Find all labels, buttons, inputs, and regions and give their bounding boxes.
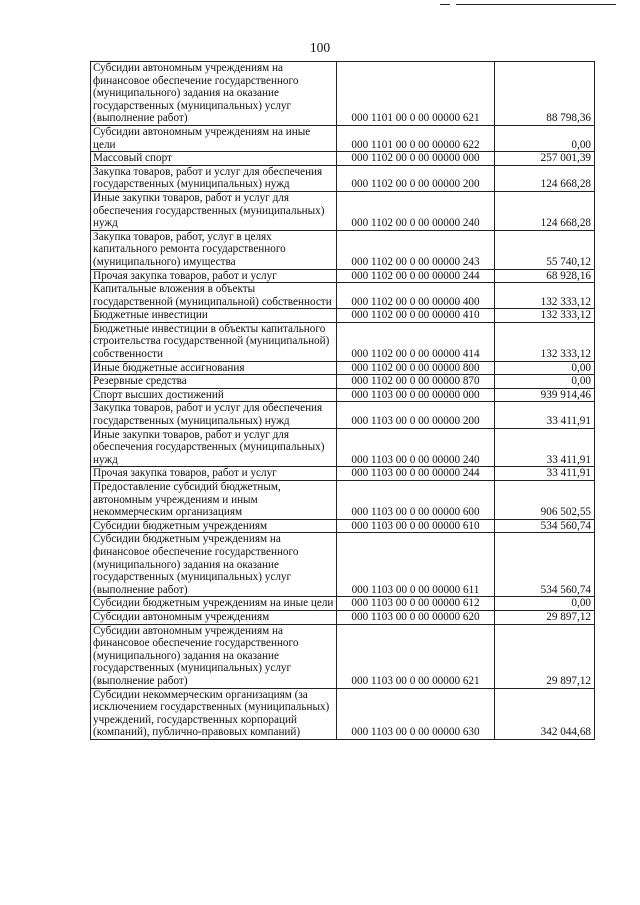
row-sum-cell: 0,00 (495, 597, 595, 611)
budget-table-body (91, 62, 595, 740)
row-code-cell: 000 1102 00 0 00 00000 410 (337, 309, 495, 323)
row-code-cell: 000 1102 00 0 00 00000 240 (337, 191, 495, 230)
row-sum-cell: 0,00 (495, 361, 595, 375)
table-row (91, 624, 595, 688)
row-sum-cell: 534 560,74 (495, 533, 595, 597)
row-code-cell: 000 1103 00 0 00 00000 240 (337, 428, 495, 467)
row-code-cell: 000 1103 00 0 00 00000 621 (337, 624, 495, 688)
row-sum-cell: 88 798,36 (495, 62, 595, 126)
budget-table (90, 61, 595, 740)
table-row (91, 610, 595, 624)
row-name-cell: Прочая закупка товаров, работ и услуг (91, 269, 337, 283)
table-row (91, 62, 595, 126)
row-name-cell: Резервные средства (91, 375, 337, 389)
table-row (91, 428, 595, 467)
row-code-cell: 000 1102 00 0 00 00000 243 (337, 230, 495, 269)
table-row (91, 388, 595, 402)
row-name-cell: Закупка товаров, работ и услуг для обеспечения государственных (муниципальных) нужд (91, 165, 337, 191)
row-sum-cell: 534 560,74 (495, 519, 595, 533)
row-name-cell: Закупка товаров, работ, услуг в целях капитального ремонта государственного (муниципального) имущества (91, 230, 337, 269)
table-row (91, 165, 595, 191)
table-row (91, 519, 595, 533)
table-row (91, 269, 595, 283)
table-row (91, 402, 595, 428)
row-sum-cell: 68 928,16 (495, 269, 595, 283)
row-name-cell: Предоставление субсидий бюджетным, автономным учреждениям и иным некоммерческим организациям (91, 481, 337, 520)
header-rule (456, 4, 616, 5)
row-sum-cell: 33 411,91 (495, 402, 595, 428)
table-row (91, 283, 595, 309)
row-name-cell: Субсидии бюджетным учреждениям на финансовое обеспечение государственного (муниципального) задания на оказание государственных (муниципальных) услуг (выполнение работ) (91, 533, 337, 597)
table-row (91, 361, 595, 375)
row-name-cell: Прочая закупка товаров, работ и услуг (91, 467, 337, 481)
table-row (91, 152, 595, 166)
row-code-cell: 000 1101 00 0 00 00000 621 (337, 62, 495, 126)
row-code-cell: 000 1102 00 0 00 00000 400 (337, 283, 495, 309)
page-number: 100 (309, 40, 331, 55)
row-name-cell: Капитальные вложения в объекты государственной (муниципальной) собственности (91, 283, 337, 309)
row-code-cell: 000 1103 00 0 00 00000 244 (337, 467, 495, 481)
row-code-cell: 000 1102 00 0 00 00000 414 (337, 322, 495, 361)
table-row (91, 230, 595, 269)
row-sum-cell: 29 897,12 (495, 624, 595, 688)
row-code-cell: 000 1103 00 0 00 00000 200 (337, 402, 495, 428)
row-code-cell: 000 1102 00 0 00 00000 870 (337, 375, 495, 389)
row-name-cell: Спорт высших достижений (91, 388, 337, 402)
row-name-cell: Субсидии автономным учреждениям на иные цели (91, 125, 337, 151)
row-sum-cell: 29 897,12 (495, 610, 595, 624)
row-sum-cell: 33 411,91 (495, 467, 595, 481)
row-code-cell: 000 1102 00 0 00 00000 000 (337, 152, 495, 166)
table-row (91, 533, 595, 597)
row-code-cell: 000 1103 00 0 00 00000 612 (337, 597, 495, 611)
row-sum-cell: 55 740,12 (495, 230, 595, 269)
row-name-cell: Массовый спорт (91, 152, 337, 166)
row-sum-cell: 132 333,12 (495, 322, 595, 361)
row-sum-cell: 257 001,39 (495, 152, 595, 166)
row-code-cell: 000 1103 00 0 00 00000 000 (337, 388, 495, 402)
row-code-cell: 000 1102 00 0 00 00000 800 (337, 361, 495, 375)
table-row (91, 481, 595, 520)
table-row (91, 125, 595, 151)
row-code-cell: 000 1103 00 0 00 00000 611 (337, 533, 495, 597)
row-name-cell: Бюджетные инвестиции в объекты капитального строительства государственной (муниципальной) собственности (91, 322, 337, 361)
row-code-cell: 000 1103 00 0 00 00000 630 (337, 688, 495, 739)
row-sum-cell: 0,00 (495, 125, 595, 151)
row-name-cell: Субсидии бюджетным учреждениям (91, 519, 337, 533)
row-code-cell: 000 1103 00 0 00 00000 600 (337, 481, 495, 520)
table-row (91, 375, 595, 389)
row-sum-cell: 124 668,28 (495, 165, 595, 191)
table-row (91, 467, 595, 481)
row-name-cell: Иные закупки товаров, работ и услуг для обеспечения государственных (муниципальных) нужд (91, 428, 337, 467)
row-name-cell: Субсидии автономным учреждениям на финансовое обеспечение государственного (муниципального) задания на оказание государственных (муниципальных) услуг (выполнение работ) (91, 62, 337, 126)
row-name-cell: Закупка товаров, работ и услуг для обеспечения государственных (муниципальных) нужд (91, 402, 337, 428)
row-name-cell: Иные бюджетные ассигнования (91, 361, 337, 375)
row-sum-cell: 132 333,12 (495, 283, 595, 309)
row-sum-cell: 132 333,12 (495, 309, 595, 323)
table-row (91, 322, 595, 361)
table-row (91, 597, 595, 611)
header-rule-short (440, 4, 450, 5)
row-name-cell: Субсидии автономным учреждениям на финансовое обеспечение государственного (муниципального) задания на оказание государственных (муниципальных) услуг (выполнение работ) (91, 624, 337, 688)
row-name-cell: Иные закупки товаров, работ и услуг для обеспечения государственных (муниципальных) нужд (91, 191, 337, 230)
row-sum-cell: 0,00 (495, 375, 595, 389)
row-name-cell: Субсидии автономным учреждениям (91, 610, 337, 624)
table-row (91, 309, 595, 323)
row-code-cell: 000 1103 00 0 00 00000 610 (337, 519, 495, 533)
row-name-cell: Бюджетные инвестиции (91, 309, 337, 323)
row-sum-cell: 939 914,46 (495, 388, 595, 402)
row-code-cell: 000 1101 00 0 00 00000 622 (337, 125, 495, 151)
row-sum-cell: 342 044,68 (495, 688, 595, 739)
row-code-cell: 000 1102 00 0 00 00000 200 (337, 165, 495, 191)
row-sum-cell: 124 668,28 (495, 191, 595, 230)
row-name-cell: Субсидии бюджетным учреждениям на иные цели (91, 597, 337, 611)
row-sum-cell: 33 411,91 (495, 428, 595, 467)
table-row (91, 191, 595, 230)
row-code-cell: 000 1102 00 0 00 00000 244 (337, 269, 495, 283)
row-sum-cell: 906 502,55 (495, 481, 595, 520)
row-name-cell: Субсидии некоммерческим организациям (за исключением государственных (муниципальных) учреждений, государственных корпораций (компаний), публично-правовых компаний) (91, 688, 337, 739)
table-row (91, 688, 595, 739)
row-code-cell: 000 1103 00 0 00 00000 620 (337, 610, 495, 624)
